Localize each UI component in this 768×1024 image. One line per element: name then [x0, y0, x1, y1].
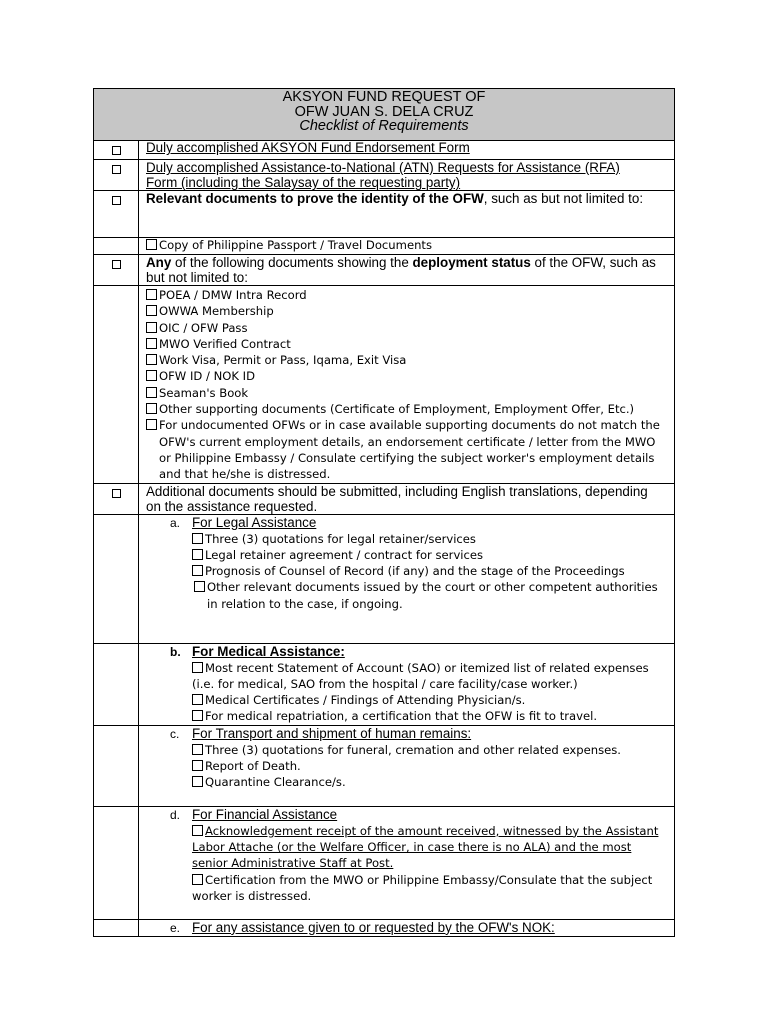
checkbox[interactable]	[146, 387, 157, 398]
nok-assistance-title: For any assistance given to or requested by the OFW's NOK:	[192, 919, 555, 935]
checkbox[interactable]	[192, 874, 203, 885]
row-identity-documents	[94, 191, 675, 238]
row-transport-remains	[94, 725, 675, 806]
item-label: Acknowledgement receipt of the amount received, witnessed by the Assistant Labor Attache (or the Welfare Officer, in case there is no ALA) and the most senior Administrative Staff at Post.	[192, 823, 659, 871]
legal-assistance-title: For Legal Assistance	[192, 514, 317, 530]
header-title-line1: AKSYON FUND REQUEST OF	[282, 89, 486, 105]
list-item	[192, 742, 666, 758]
identity-label-bold: Relevant documents to prove the identity of the OFW	[146, 191, 484, 206]
additional-documents-label: Additional documents should be submitted, including English translations, depending on the assistance requested.	[146, 483, 648, 514]
item-label: Quarantine Clearance/s.	[205, 775, 346, 790]
checkbox[interactable]	[192, 710, 203, 721]
checkbox[interactable]	[146, 289, 157, 300]
financial-assistance-title: For Financial Assistance	[192, 806, 338, 822]
identity-label-rest: , such as but not limited to:	[483, 191, 644, 206]
item-label: OWWA Membership	[159, 304, 274, 319]
checkbox[interactable]	[192, 744, 203, 755]
checkbox[interactable]	[194, 581, 205, 592]
checkbox[interactable]	[192, 776, 203, 787]
row-rfa-form	[94, 160, 675, 191]
checkbox[interactable]	[146, 305, 157, 316]
list-item	[146, 401, 666, 417]
item-label: Certification from the MWO or Philippine Embassy/Consulate that the subject worker is distressed.	[192, 872, 653, 903]
endorsement-form-label: Duly accomplished AKSYON Fund Endorsement Form	[146, 140, 470, 155]
item-label: Seaman's Book	[159, 385, 249, 400]
list-item	[192, 758, 666, 774]
item-label: Legal retainer agreement / contract for services	[205, 547, 484, 562]
list-item	[192, 708, 666, 724]
item-label: Work Visa, Permit or Pass, Iqama, Exit Visa	[159, 353, 407, 368]
deployment-text-rest: of the OFW, such as but not limited to:	[146, 255, 656, 285]
header-title-line2: OFW JUAN S. DELA CRUZ	[294, 103, 474, 120]
list-item	[192, 774, 666, 790]
checkbox[interactable]	[112, 165, 121, 174]
item-label: Other relevant documents issued by the court or other competent authorities in relation to the case, if ongoing.	[207, 580, 658, 611]
list-item	[192, 692, 666, 708]
section-letter: b.	[170, 644, 181, 659]
checkbox[interactable]	[192, 533, 203, 544]
checkbox[interactable]	[146, 354, 157, 365]
checkbox[interactable]	[146, 239, 157, 250]
list-item	[192, 872, 666, 905]
item-label: MWO Verified Contract	[159, 336, 291, 351]
medical-assistance-title: For Medical Assistance:	[192, 643, 345, 659]
row-passport	[94, 238, 675, 255]
checkbox[interactable]	[112, 489, 121, 498]
item-label: Most recent Statement of Account (SAO) or itemized list of related expenses (i.e. for medical, SAO from the hospital / care facility/case worker.)	[192, 660, 649, 691]
row-additional-documents	[94, 483, 675, 514]
item-label: For medical repatriation, a certification that the OFW is fit to travel.	[205, 709, 598, 724]
deployment-status-bold: deployment status	[412, 255, 531, 270]
row-endorsement-form	[94, 141, 675, 160]
item-label: Three (3) quotations for funeral, cremation and other related expenses.	[205, 742, 621, 757]
passport-label: Copy of Philippine Passport / Travel Documents	[159, 238, 433, 252]
checkbox[interactable]	[192, 662, 203, 673]
row-deployment-status	[94, 255, 675, 286]
list-item	[146, 303, 666, 319]
item-label: For undocumented OFWs or in case available supporting documents do not match the OFW's current employment details, an endorsement certificate / letter from the MWO or Philippine Embassy / Consulate certifying the subject worker's employment details and that he/she is distressed.	[159, 418, 660, 482]
transport-remains-title: For Transport and shipment of human remains:	[192, 725, 472, 741]
section-letter: e.	[170, 920, 181, 935]
medical-assistance-section	[146, 644, 666, 725]
list-item	[146, 368, 666, 384]
section-letter: a.	[170, 515, 181, 530]
checkbox[interactable]	[192, 565, 203, 576]
list-item	[146, 336, 666, 352]
list-item	[146, 320, 666, 336]
checkbox[interactable]	[146, 322, 157, 333]
list-item	[192, 660, 666, 693]
list-item	[192, 563, 666, 579]
item-label: Three (3) quotations for legal retainer/services	[205, 531, 476, 546]
item-label: Other supporting documents (Certificate of Employment, Employment Offer, Etc.)	[159, 402, 635, 417]
row-medical-assistance	[94, 643, 675, 725]
checkbox[interactable]	[192, 825, 203, 836]
legal-assistance-section	[146, 515, 666, 612]
transport-remains-section	[146, 726, 666, 791]
checkbox[interactable]	[192, 694, 203, 705]
checklist-document	[93, 88, 675, 937]
row-financial-assistance	[94, 806, 675, 919]
item-label: Medical Certificates / Findings of Attending Physician/s.	[205, 693, 526, 708]
checkbox[interactable]	[146, 419, 157, 430]
header-row	[94, 89, 675, 141]
checkbox[interactable]	[112, 260, 121, 269]
list-item	[146, 417, 666, 482]
checkbox[interactable]	[112, 196, 121, 205]
row-nok-assistance	[94, 919, 675, 936]
rfa-label-line1: Duly accomplished Assistance-to-National (ATN) Requests for Assistance (RFA)	[146, 160, 620, 175]
rfa-label-line2: Form (including the Salaysay of the requesting party)	[146, 175, 461, 190]
list-item	[192, 823, 666, 872]
list-item	[146, 352, 666, 368]
item-label: POEA / DMW Intra Record	[159, 288, 307, 302]
deployment-text-mid: of the following documents showing the	[171, 255, 413, 270]
section-letter: c.	[170, 726, 180, 741]
nok-assistance-section	[146, 920, 666, 936]
item-label: OFW ID / NOK ID	[159, 369, 255, 384]
list-item	[192, 579, 666, 612]
checkbox[interactable]	[112, 146, 121, 155]
row-legal-assistance	[94, 514, 675, 643]
item-label: Prognosis of Counsel of Record (if any) and the stage of the Proceedings	[205, 564, 625, 579]
section-letter: d.	[170, 807, 181, 822]
list-item	[146, 385, 666, 401]
checkbox[interactable]	[192, 760, 203, 771]
checklist-table	[93, 88, 675, 937]
list-item	[192, 531, 666, 547]
item-label: OIC / OFW Pass	[159, 320, 248, 335]
deployment-any: Any	[146, 255, 172, 270]
list-item	[192, 547, 666, 563]
checkbox[interactable]	[146, 338, 157, 349]
financial-assistance-section	[146, 807, 666, 904]
row-deployment-items	[94, 286, 675, 484]
item-label: Report of Death.	[205, 759, 301, 774]
checkbox[interactable]	[146, 403, 157, 414]
list-item	[146, 287, 666, 303]
header-subtitle: Checklist of Requirements	[299, 118, 469, 134]
checkbox[interactable]	[146, 370, 157, 381]
checkbox[interactable]	[192, 549, 203, 560]
